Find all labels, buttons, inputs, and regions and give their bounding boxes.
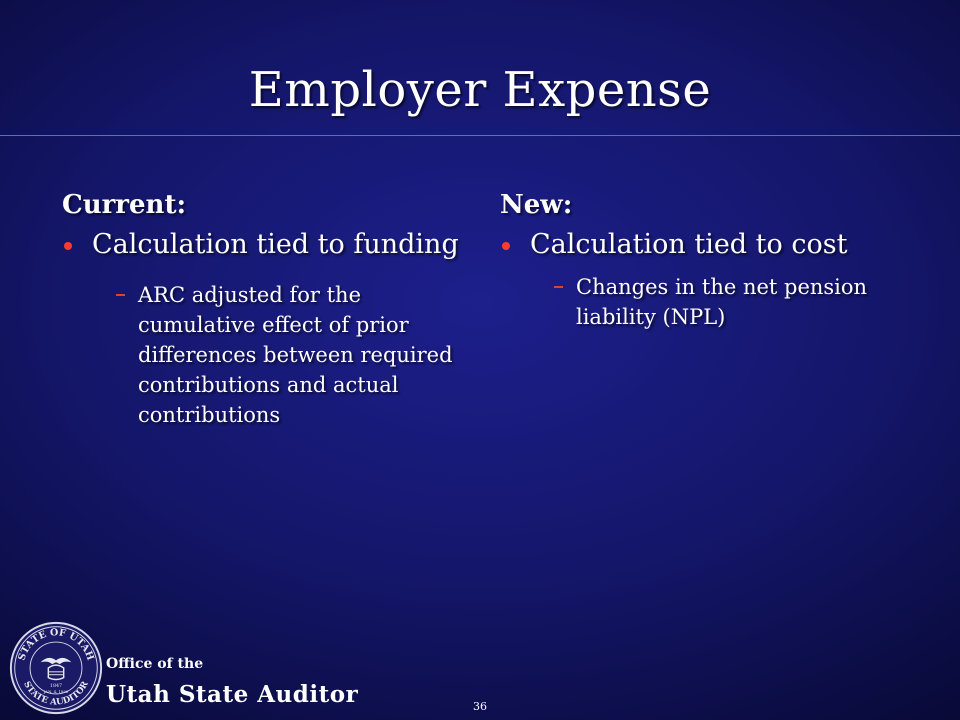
new-subbullet-text: Changes in the net pension liability (NPL)	[576, 275, 868, 329]
seal-outer-text: STATE OF UTAH	[16, 627, 96, 662]
current-heading: Current:	[62, 190, 187, 220]
new-heading: New:	[500, 190, 573, 220]
current-bullet-text: Calculation tied to funding	[92, 229, 459, 260]
new-bullet-text: Calculation tied to cost	[530, 229, 848, 260]
current-subbullet-text: ARC adjusted for the cumulative effect of prior differences between required contributions and actual contributions	[138, 283, 453, 427]
current-subbullet	[62, 280, 472, 430]
slide-title: Employer Expense	[248, 62, 712, 118]
state-seal-icon	[8, 620, 104, 716]
new-subbullet	[500, 272, 920, 332]
seal-date-text: JAN. 4, 1896	[43, 688, 69, 694]
bullet-dot-icon	[64, 242, 72, 250]
dash-icon	[554, 286, 563, 288]
seal-bottom-text: STATE AUDITOR	[21, 679, 91, 708]
current-column	[62, 188, 472, 430]
title-divider	[0, 135, 960, 136]
dash-icon	[116, 294, 125, 296]
seal-center-text: 1847	[49, 684, 63, 690]
page-number: 36	[473, 700, 487, 713]
new-bullet	[500, 228, 920, 262]
office-line: Office of the	[106, 656, 204, 672]
new-column	[500, 188, 920, 332]
bullet-dot-icon	[502, 242, 510, 250]
current-bullet	[62, 228, 472, 262]
office-name: Utah State Auditor	[106, 681, 359, 708]
